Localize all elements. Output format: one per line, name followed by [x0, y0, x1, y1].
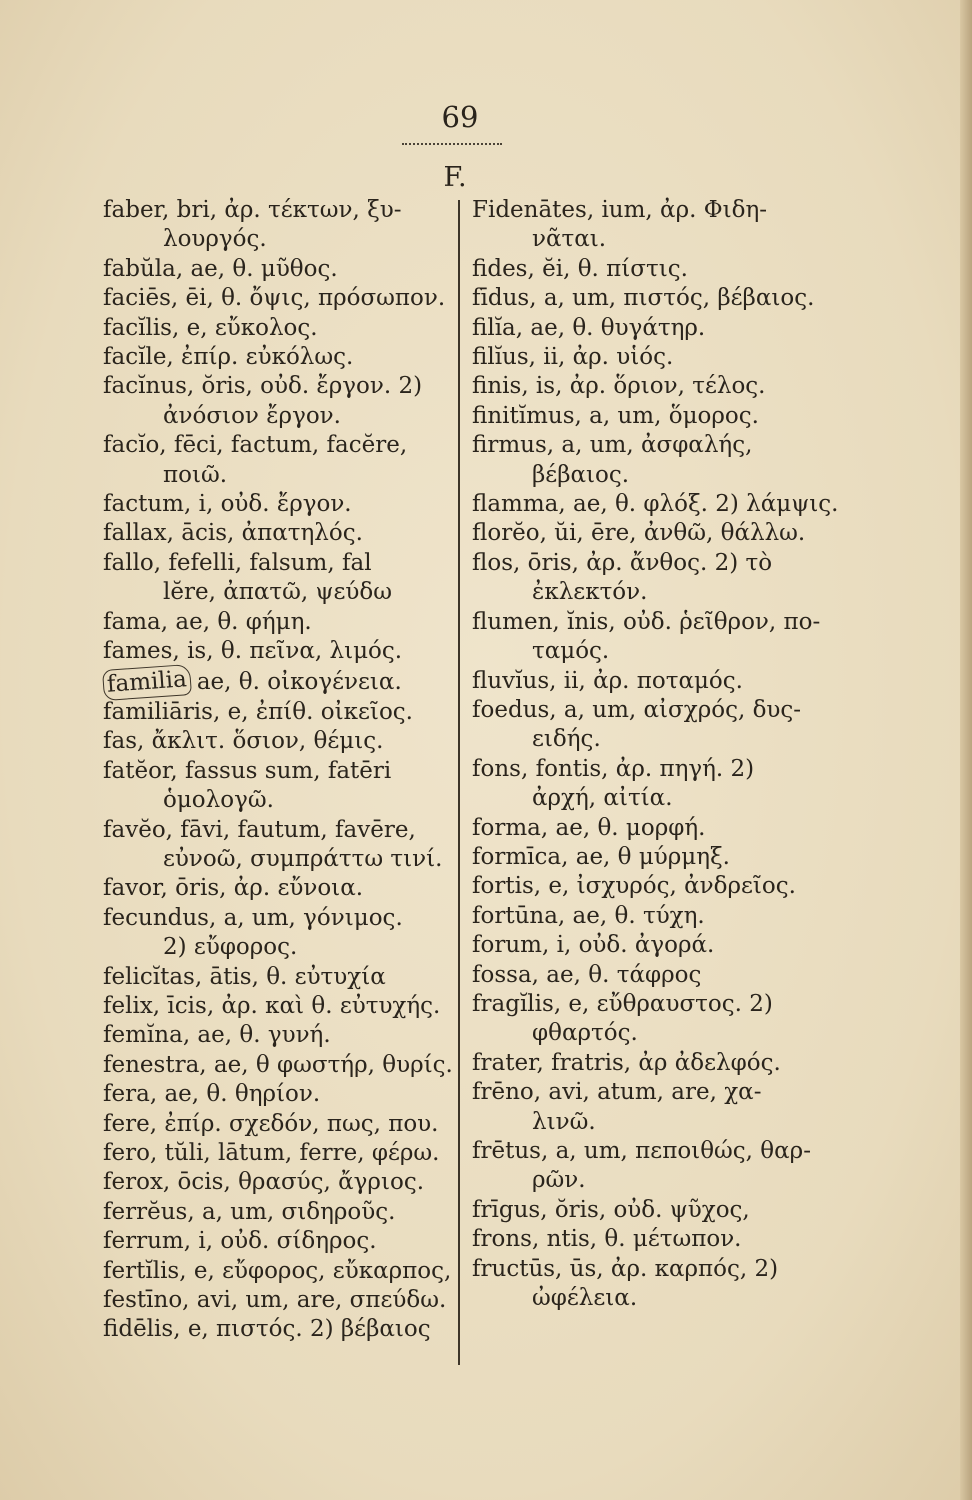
dictionary-entry: [472, 608, 822, 667]
dictionary-entry: [103, 637, 455, 666]
entry-headword-line: formīca, ae, θ μύρμηξ.: [472, 843, 730, 870]
entry-headword-line: fero, tŭli, lātum, ferre, φέρω.: [103, 1140, 440, 1166]
entry-continuation-line: ταμός.: [532, 638, 610, 665]
dictionary-entry: [103, 1286, 455, 1315]
entry-headword-line: fama, ae, θ. φήμη.: [103, 608, 312, 635]
entry-headword-line: finitĭmus, a, um, ὅμορος.: [472, 402, 759, 429]
entry-continuation-line: 2) εὔφορος.: [163, 934, 298, 961]
dictionary-entry: [103, 1139, 455, 1168]
dictionary-entry: [103, 255, 455, 284]
entry-headword-line: fera, ae, θ. θηρίον.: [103, 1081, 321, 1108]
dictionary-entry: [472, 1196, 822, 1225]
entry-headword-line: ae, θ. οἰκογένεια.: [196, 668, 402, 695]
entry-headword-line: facĭle, ἐπίρ. εὐκόλως.: [103, 344, 354, 371]
entry-headword-line: festīno, avi, um, are, σπεύδω.: [103, 1287, 447, 1314]
page-number-rule: [402, 143, 502, 145]
entry-headword-line: facĭnus, ŏris, οὐδ. ἔργον. 2): [103, 373, 423, 400]
entry-headword-line: fere, ἐπίρ. σχεδόν, πως, που.: [103, 1110, 439, 1137]
dictionary-entry: [472, 1225, 822, 1254]
entry-headword-line: frons, ntis, θ. μέτωπον.: [472, 1226, 742, 1253]
dictionary-entry: [472, 990, 822, 1049]
dictionary-entry: [472, 902, 822, 931]
entry-continuation-line: ἀνόσιον ἔργον.: [163, 402, 341, 429]
entry-headword-line: fertĭlis, e, εὔφορος, εὔκαρπος,: [103, 1257, 452, 1284]
entry-headword-line: frētus, a, um, πεποιθώς, θαρ-: [472, 1138, 811, 1164]
section-letter: F.: [443, 162, 467, 193]
entry-headword-line: fructūs, ūs, ἀρ. καρπός, 2): [472, 1255, 779, 1282]
dictionary-entry: [472, 961, 822, 990]
dictionary-entry: [472, 696, 822, 755]
dictionary-entry: [103, 667, 455, 698]
entry-continuation-line: λινῶ.: [532, 1108, 596, 1135]
entry-continuation-line: ὠφέλεια.: [532, 1285, 638, 1312]
dictionary-entry: [472, 1137, 822, 1196]
dictionary-entry: [103, 490, 455, 519]
entry-headword-line: fidēlis, e, πιστός. 2) βέβαιος: [103, 1316, 431, 1343]
entry-headword-line: fabŭla, ae, θ. μῦθος.: [103, 255, 338, 282]
entry-continuation-line: εὐνοῶ, συμπράττω τινί.: [163, 845, 443, 872]
entry-headword-line: ferrĕus, a, um, σιδηροῦς.: [103, 1198, 396, 1225]
dictionary-entry: [103, 1051, 455, 1080]
entry-headword-line: finis, is, ἀρ. ὅριον, τέλος.: [472, 373, 766, 400]
entry-headword-line: foedus, a, um, αἰσχρός, δυς-: [472, 696, 802, 723]
ink-stamp: familia: [102, 663, 192, 700]
entry-headword-line: fides, ĕi, θ. πίστις.: [472, 255, 688, 282]
entry-headword-line: fecundus, a, um, γόνιμος.: [103, 904, 403, 931]
dictionary-entry: [472, 843, 822, 872]
entry-headword-line: flos, ōris, ἀρ. ἄνθος. 2) τὸ: [472, 549, 773, 576]
entry-headword-line: fluvĭus, ii, ἀρ. ποταμός.: [472, 667, 743, 694]
entry-continuation-line: ἀρχή, αἰτία.: [532, 785, 673, 812]
dictionary-entry: [472, 1255, 822, 1314]
entry-continuation-line: ειδής.: [532, 726, 601, 753]
dictionary-entry: [103, 519, 455, 548]
dictionary-entry: [472, 431, 822, 490]
dictionary-entry: [472, 196, 822, 255]
dictionary-entry: [103, 372, 455, 431]
entry-headword-line: frīgus, ŏris, οὐδ. ψῦχος,: [472, 1196, 750, 1223]
dictionary-entry: [103, 727, 455, 756]
dictionary-entry: [472, 519, 822, 548]
dictionary-entry: [472, 1049, 822, 1078]
entry-headword-line: ferrum, i, οὐδ. σίδηρος.: [103, 1228, 377, 1255]
dictionary-entry: [103, 1021, 455, 1050]
entry-continuation-line: lĕre, ἀπατῶ, ψεύδω: [163, 579, 393, 606]
entry-headword-line: favor, ōris, ἀρ. εὔνοια.: [103, 875, 364, 902]
dictionary-entry: [472, 931, 822, 960]
left-column: [103, 196, 455, 1345]
dictionary-entry: [103, 963, 455, 992]
entry-headword-line: fragĭlis, e, εὔθραυστος. 2): [472, 990, 773, 1017]
entry-headword-line: firmus, a, um, ἀσφαλής,: [472, 432, 753, 459]
entry-headword-line: femĭna, ae, θ. γυνή.: [103, 1022, 331, 1049]
entry-headword-line: familiāris, e, ἐπίθ. οἰκεῖος.: [103, 698, 413, 725]
entry-headword-line: frēno, avi, atum, are, χα-: [472, 1079, 762, 1106]
dictionary-entry: [103, 904, 455, 963]
entry-headword-line: fortūna, ae, θ. τύχη.: [472, 902, 705, 929]
dictionary-entry: [103, 284, 455, 313]
entry-headword-line: felix, īcis, ἀρ. καὶ θ. εὐτυχής.: [103, 992, 441, 1019]
entry-headword-line: filĭus, ii, ἀρ. υἱός.: [472, 344, 674, 371]
dictionary-entry: [103, 1315, 455, 1344]
entry-headword-line: facĭo, fēci, factum, facĕre,: [103, 432, 408, 459]
dictionary-entry: [472, 314, 822, 343]
entry-continuation-line: ρῶν.: [532, 1167, 586, 1194]
dictionary-entry: [103, 431, 455, 490]
entry-headword-line: filĭa, ae, θ. θυγάτηρ.: [472, 314, 706, 341]
entry-headword-line: fortis, e, ἰσχυρός, ἀνδρεῖος.: [472, 873, 796, 900]
entry-headword-line: facĭlis, e, εὔκολος.: [103, 314, 318, 341]
dictionary-entry: [103, 757, 455, 816]
dictionary-entry: [103, 196, 455, 255]
page-number: 69: [441, 100, 479, 134]
entry-headword-line: factum, i, οὐδ. ἔργον.: [103, 491, 352, 518]
entry-headword-line: fīdus, a, um, πιστός, βέβαιος.: [472, 285, 815, 312]
dictionary-entry: [103, 992, 455, 1021]
entry-headword-line: fallo, fefelli, falsum, fal: [103, 549, 372, 576]
entry-headword-line: florĕo, ŭi, ēre, ἀνθῶ, θάλλω.: [472, 520, 806, 547]
dictionary-entry: [472, 490, 839, 519]
dictionary-entry: [103, 1227, 455, 1256]
column-divider: [458, 200, 460, 1365]
dictionary-entry: [103, 816, 455, 875]
dictionary-entry: [472, 372, 822, 401]
entry-headword-line: faber, bri, ἀρ. τέκτων, ξυ-: [103, 197, 402, 223]
entry-continuation-line: λουργός.: [163, 226, 267, 253]
entry-headword-line: fons, fontis, ἀρ. πηγή. 2): [472, 755, 755, 782]
dictionary-entry: [103, 874, 455, 903]
dictionary-entry: [472, 755, 822, 814]
entry-headword-line: favĕo, fāvi, fautum, favēre,: [103, 816, 416, 843]
entry-headword-line: fatĕor, fassus sum, fatēri: [103, 757, 392, 784]
entry-headword-line: ferox, ōcis, θρασύς, ἄγριος.: [103, 1169, 425, 1196]
dictionary-entry: [472, 284, 822, 313]
dictionary-entry: [103, 549, 455, 608]
dictionary-entry: [103, 608, 455, 637]
entry-headword-line: flumen, ĭnis, οὐδ. ῥεῖθρον, πο-: [472, 608, 821, 635]
dictionary-entry: [472, 549, 822, 608]
dictionary-entry: [103, 314, 455, 343]
dictionary-entry: [103, 1257, 455, 1286]
dictionary-entry: [472, 343, 822, 372]
entry-headword-line: forma, ae, θ. μορφή.: [472, 814, 706, 841]
dictionary-entry: [103, 1198, 455, 1227]
entry-headword-line: felicĭtas, ātis, θ. εὐτυχία: [103, 963, 386, 990]
dictionary-entry: [103, 698, 455, 727]
entry-headword-line: fas, ἄκλιτ. ὅσιον, θέμις.: [103, 728, 384, 755]
dictionary-entry: [103, 1168, 455, 1197]
entry-headword-line: faciēs, ēi, θ. ὄψις, πρόσωπον.: [103, 285, 446, 312]
entry-continuation-line: ποιῶ.: [163, 461, 228, 488]
right-column: [472, 196, 839, 1313]
dictionary-entry: [472, 1078, 822, 1137]
entry-headword-line: Fidenātes, ium, ἀρ. Φιδη-: [472, 197, 768, 223]
entry-continuation-line: ἐκλεκτόν.: [532, 579, 648, 606]
dictionary-entry: [103, 1080, 455, 1109]
entry-headword-line: fallax, ācis, ἀπατηλός.: [103, 520, 363, 547]
dictionary-entry: [472, 814, 822, 843]
entry-continuation-line: ὁμολογῶ.: [163, 787, 274, 814]
dictionary-entry: [472, 667, 822, 696]
dictionary-entry: [472, 402, 822, 431]
page-edge-shadow: [960, 0, 972, 1500]
entry-headword-line: fenestra, ae, θ φωστήρ, θυρίς.: [103, 1051, 453, 1078]
entry-headword-line: fames, is, θ. πεῖνα, λιμός.: [103, 638, 403, 665]
entry-continuation-line: βέβαιος.: [532, 461, 630, 488]
dictionary-entry: [472, 872, 822, 901]
dictionary-entry: [472, 255, 822, 284]
entry-headword-line: fossa, ae, θ. τάφρος: [472, 961, 702, 988]
dictionary-entry: [103, 1110, 455, 1139]
dictionary-entry: [103, 343, 455, 372]
entry-headword-line: forum, i, οὐδ. ἀγορά.: [472, 932, 715, 959]
entry-headword-line: frater, fratris, ἀρ ἀδελφός.: [472, 1049, 781, 1076]
entry-continuation-line: νᾶται.: [532, 226, 607, 253]
entry-headword-line: flamma, ae, θ. φλόξ. 2) λάμψις.: [472, 491, 839, 518]
entry-continuation-line: φθαρτός.: [532, 1020, 638, 1047]
